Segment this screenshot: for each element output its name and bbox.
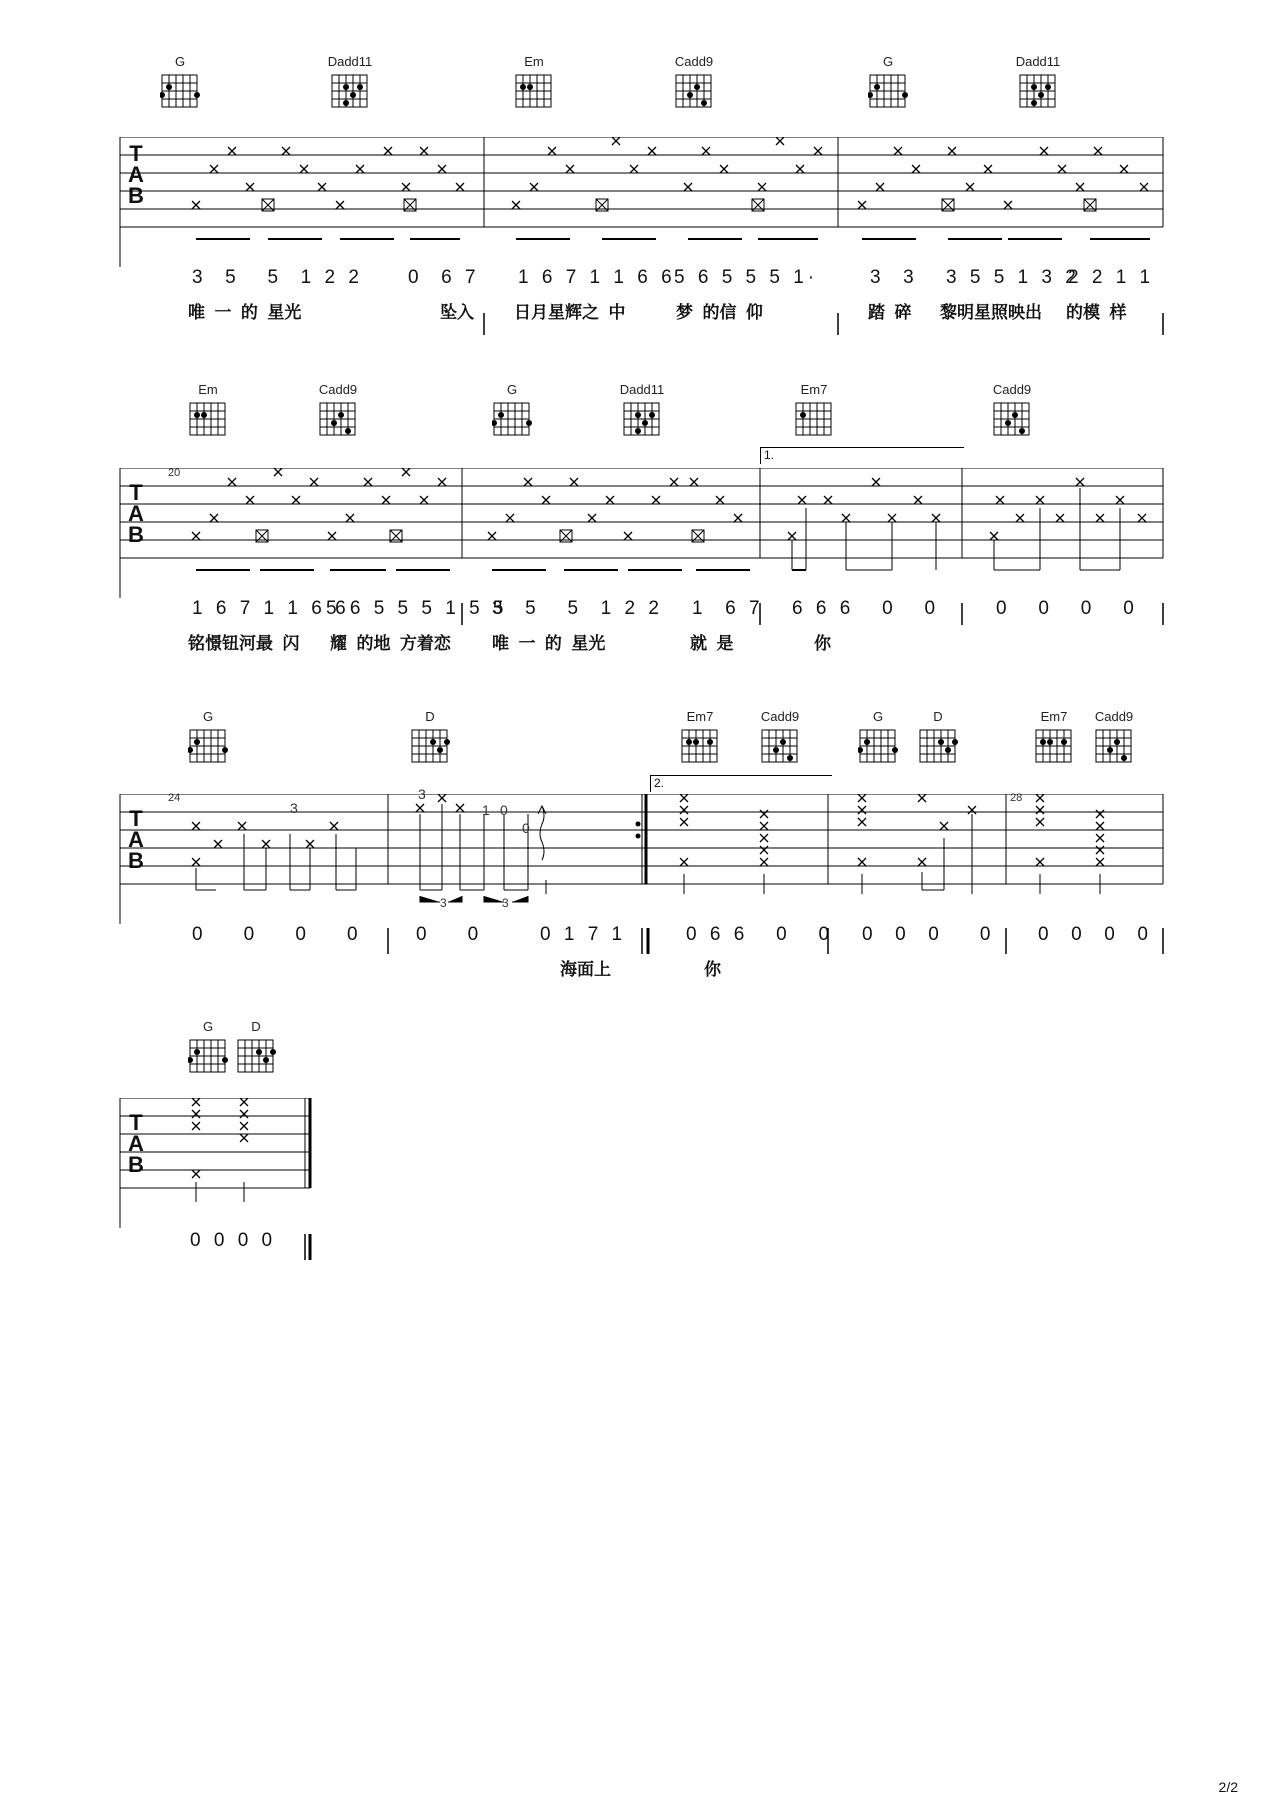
triplet-mark: 3 (440, 896, 447, 910)
jianpu-notes: 3 5 5 1 3 2 (946, 267, 1080, 288)
chord-diagram (668, 710, 732, 764)
tab-staff (0, 468, 1280, 598)
lyric-line: 日月星辉之 中 (514, 303, 626, 322)
chord-diagram (662, 55, 726, 109)
chord-diagram (1022, 710, 1086, 764)
lyric-line: 你 (704, 960, 721, 979)
chord-diagram (148, 55, 212, 109)
jianpu-notes: 0 0 0 0 (996, 598, 1138, 619)
jianpu-notes: 0 1 7 1 (540, 924, 627, 945)
chord-diagram (480, 383, 544, 437)
jianpu-notes: 1 6 7 1 1 6 6 (518, 267, 676, 288)
lyric-line: 耀 的地 方着恋 (330, 634, 451, 653)
chord-diagram (306, 383, 370, 437)
chord-diagram (224, 1020, 288, 1074)
chord-name: Cadd9 (760, 709, 800, 724)
lyric-line: 铭憬钮河最 闪 (188, 634, 300, 653)
chord-name: Em (524, 54, 544, 69)
chord-name: Cadd9 (992, 382, 1032, 397)
jianpu-notes: 0 0 0 0 (192, 924, 362, 945)
chord-grid-icon (760, 728, 800, 764)
chord-diagram (398, 710, 462, 764)
lyric-line: 你 (814, 634, 831, 653)
chord-name: Em7 (800, 382, 828, 397)
system-1 (0, 54, 1280, 322)
lyric-line: 梦 的信 仰 (676, 303, 763, 322)
jianpu-notes: 3 5 5 1 2 2 (192, 267, 363, 288)
chord-name: G (872, 709, 884, 724)
system-3 (0, 709, 1280, 979)
jianpu-notes: 0 0 0 0 (1038, 924, 1152, 945)
chord-name: Cadd9 (674, 54, 714, 69)
lyric-line: 唯 一 的 星光 (492, 634, 606, 653)
tab-fret-number: 0 (522, 820, 530, 836)
volta-bracket: 2. (650, 775, 832, 792)
tab-clef: T A B (128, 480, 144, 547)
chord-name: D (933, 709, 943, 724)
chord-grid-icon (318, 401, 358, 437)
measure-number: 28 (1010, 792, 1023, 804)
chord-diagram (1006, 55, 1070, 109)
barlines (0, 595, 1280, 645)
chord-diagram (610, 383, 674, 437)
tab-staff (0, 137, 1280, 267)
chord-name: Cadd9 (318, 382, 358, 397)
tab-staff (0, 794, 1280, 924)
chord-grid-icon (514, 73, 554, 109)
measure-number: 24 (168, 792, 181, 804)
jianpu-notes: 0 6 6 0 0 (686, 924, 834, 945)
lyric-line: 就 是 (690, 634, 734, 653)
system-4 (0, 1020, 1280, 1280)
chord-grid-icon (410, 728, 450, 764)
system-2 (0, 382, 1280, 653)
chord-diagram (502, 55, 566, 109)
tab-clef: T A B (128, 1110, 144, 1177)
lyric-line: 的模 样 (1066, 303, 1127, 322)
chord-name: Dadd11 (327, 54, 373, 69)
chord-grid-icon (680, 728, 720, 764)
volta-bracket: 1. (760, 447, 964, 464)
chord-name: G (882, 54, 894, 69)
chord-name: Em7 (686, 709, 714, 724)
jianpu-notes: 5 6 5 5 5 1 5 5 (326, 598, 508, 619)
chord-diagram (748, 710, 812, 764)
chord-name: G (202, 709, 214, 724)
jianpu-notes: 2 2 1 1 (1068, 267, 1155, 288)
chord-grid-icon (160, 73, 200, 109)
chord-grid-icon (188, 728, 228, 764)
chord-name: Em (198, 382, 218, 397)
chord-grid-icon (236, 1038, 276, 1074)
chord-grid-icon (1094, 728, 1134, 764)
measure-number: 20 (168, 467, 181, 479)
chord-name: Cadd9 (1094, 709, 1134, 724)
jianpu-notes: 0 0 (416, 924, 483, 945)
jianpu-notes: 3 3 (870, 267, 918, 288)
tab-clef: T A B (128, 141, 144, 208)
chord-grid-icon (330, 73, 370, 109)
chord-grid-icon (622, 401, 662, 437)
chord-name: Dadd11 (619, 382, 665, 397)
tab-fret-number: 3 (418, 786, 426, 802)
chord-grid-icon (188, 1038, 228, 1074)
chord-grid-icon (918, 728, 958, 764)
chord-diagram (1082, 710, 1146, 764)
lyric-line: 唯 一 的 星光 (188, 303, 302, 322)
page-number: 2/2 (1218, 1779, 1238, 1795)
barlines (0, 920, 1280, 970)
jianpu-notes: 0 0 0 0 (862, 924, 995, 945)
chord-diagram (318, 55, 382, 109)
chord-name: D (251, 1019, 261, 1034)
lyric-line: 踏 碎 (868, 303, 912, 322)
barlines (0, 305, 1280, 355)
jianpu-notes: 3 5 5 1 2 2 (492, 598, 663, 619)
lyric-line: 坠入 (440, 303, 474, 322)
chord-name: G (506, 382, 518, 397)
chord-diagram (176, 383, 240, 437)
chord-name: Dadd11 (1015, 54, 1061, 69)
chord-grid-icon (674, 73, 714, 109)
chord-grid-icon (868, 73, 908, 109)
chord-grid-icon (992, 401, 1032, 437)
chord-diagram (846, 710, 910, 764)
chord-diagram (176, 710, 240, 764)
chord-grid-icon (794, 401, 834, 437)
chord-grid-icon (492, 401, 532, 437)
tab-staff (0, 1098, 1280, 1228)
barlines (0, 1226, 1280, 1276)
chord-diagram (856, 55, 920, 109)
chord-name: Em7 (1040, 709, 1068, 724)
jianpu-notes: 5 6 5 5 5 1· (674, 267, 819, 288)
chord-name: G (202, 1019, 214, 1034)
chord-grid-icon (858, 728, 898, 764)
tab-fret-number: 1 (482, 802, 490, 818)
chord-diagram (980, 383, 1044, 437)
chord-diagram (782, 383, 846, 437)
chord-grid-icon (188, 401, 228, 437)
chord-diagram (906, 710, 970, 764)
tab-clef: T A B (128, 806, 144, 873)
jianpu-notes: 0 0 0 0 (190, 1230, 277, 1251)
jianpu-notes: 1 6 7 (692, 598, 764, 619)
jianpu-notes: 1 6 7 1 1 6 6 (192, 598, 350, 619)
jianpu-notes: 0 6 7 (408, 267, 480, 288)
chord-grid-icon (1034, 728, 1074, 764)
tab-fret-number: 0 (500, 802, 508, 818)
chord-grid-icon (1018, 73, 1058, 109)
triplet-mark: 3 (502, 896, 509, 910)
chord-name: G (174, 54, 186, 69)
jianpu-notes: 6 6 6 0 0 (792, 598, 940, 619)
lyric-line: 黎明星照映出 (940, 303, 1042, 322)
tab-fret-number: 3 (290, 800, 298, 816)
lyric-line: 海面上 (560, 960, 611, 979)
chord-name: D (425, 709, 435, 724)
